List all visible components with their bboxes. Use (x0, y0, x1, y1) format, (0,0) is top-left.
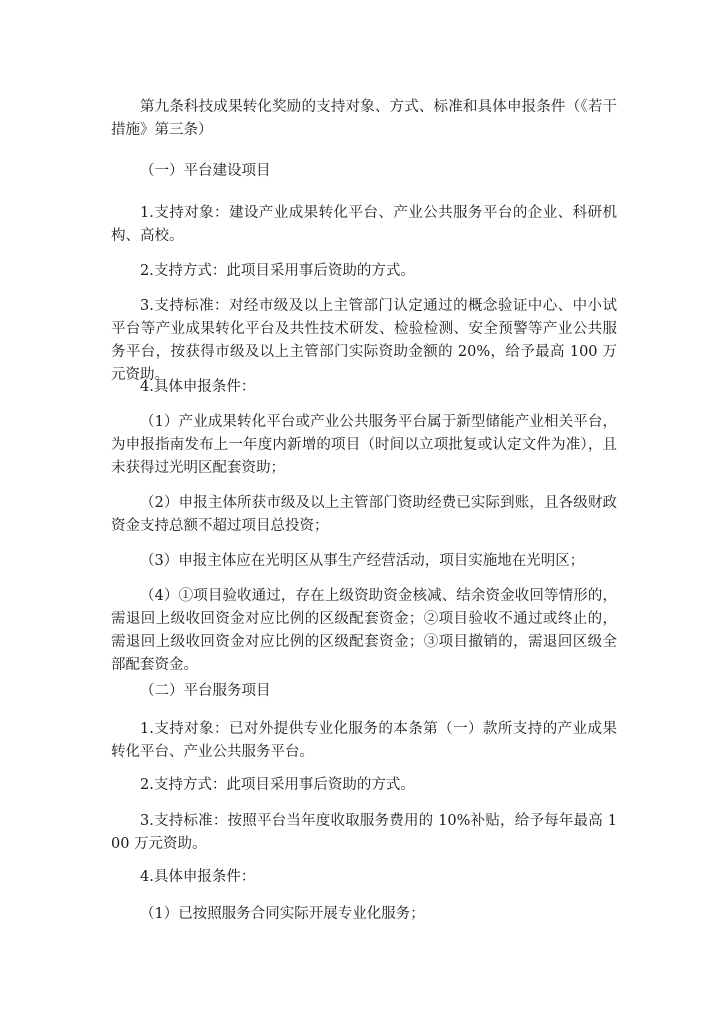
service-support-method-paragraph: 2.支持方式：此项目采用事后资助的方式。 (140, 777, 415, 793)
service-application-conditions-label: 4.具体申报条件： (140, 869, 256, 885)
section-heading-platform-construction: （一）平台建设项目 (140, 163, 271, 179)
condition-item-1: （1）产业成果转化平台或产业公共服务平台属于新型储能产业相关平台，为申报指南发布上一年度内新增的项目（时间以立项批复或认定文件为准），且未获得过光明区配套资助； (111, 414, 617, 476)
condition-item-4: （4）①项目验收通过，存在上级资助资金核减、结余资金收回等情形的，需退回上级收回资金对应比例的区级配套资金；②项目验收不通过或终止的，需退回上级收回资金对应比例的区级配套资金；③项目撤销的，需退回区级全部配套资金。 (111, 588, 617, 673)
service-support-target-paragraph: 1.支持对象：已对外提供专业化服务的本条第（一）款所支持的产业成果转化平台、产业公共服务平台。 (111, 721, 617, 760)
article-title: 第九条科技成果转化奖励的支持对象、方式、标准和具体申报条件（《若干措施》第三条） (111, 99, 617, 138)
condition-item-2: （2）申报主体所获市级及以上主管部门资助经费已实际到账，且各级财政资金支持总额不超过项目总投资； (111, 495, 617, 534)
support-method-paragraph: 2.支持方式：此项目采用事后资助的方式。 (140, 263, 415, 279)
application-conditions-label: 4.具体申报条件： (140, 379, 256, 395)
section-heading-platform-service: （二）平台服务项目 (140, 683, 271, 699)
service-support-standard-paragraph: 3.支持标准：按照平台当年度收取服务费用的 10%补贴，给予每年最高 100 万元资助。 (111, 813, 617, 852)
condition-item-3: （3）申报主体应在光明区从事生产经营活动，项目实施地在光明区； (140, 553, 585, 569)
support-target-paragraph: 1.支持对象：建设产业成果转化平台、产业公共服务平台的企业、科研机构、高校。 (111, 205, 617, 244)
support-standard-paragraph: 3.支持标准：对经市级及以上主管部门认定通过的概念验证中心、中小试平台等产业成果转化平台及共性技术研发、检验检测、安全预警等产业公共服务平台，按获得市级及以上主管部门实际资助金额的 20%，给予最高 100 万元资助。 (111, 298, 617, 383)
service-condition-item-1: （1）已按照服务合同实际开展专业化服务； (140, 906, 425, 922)
